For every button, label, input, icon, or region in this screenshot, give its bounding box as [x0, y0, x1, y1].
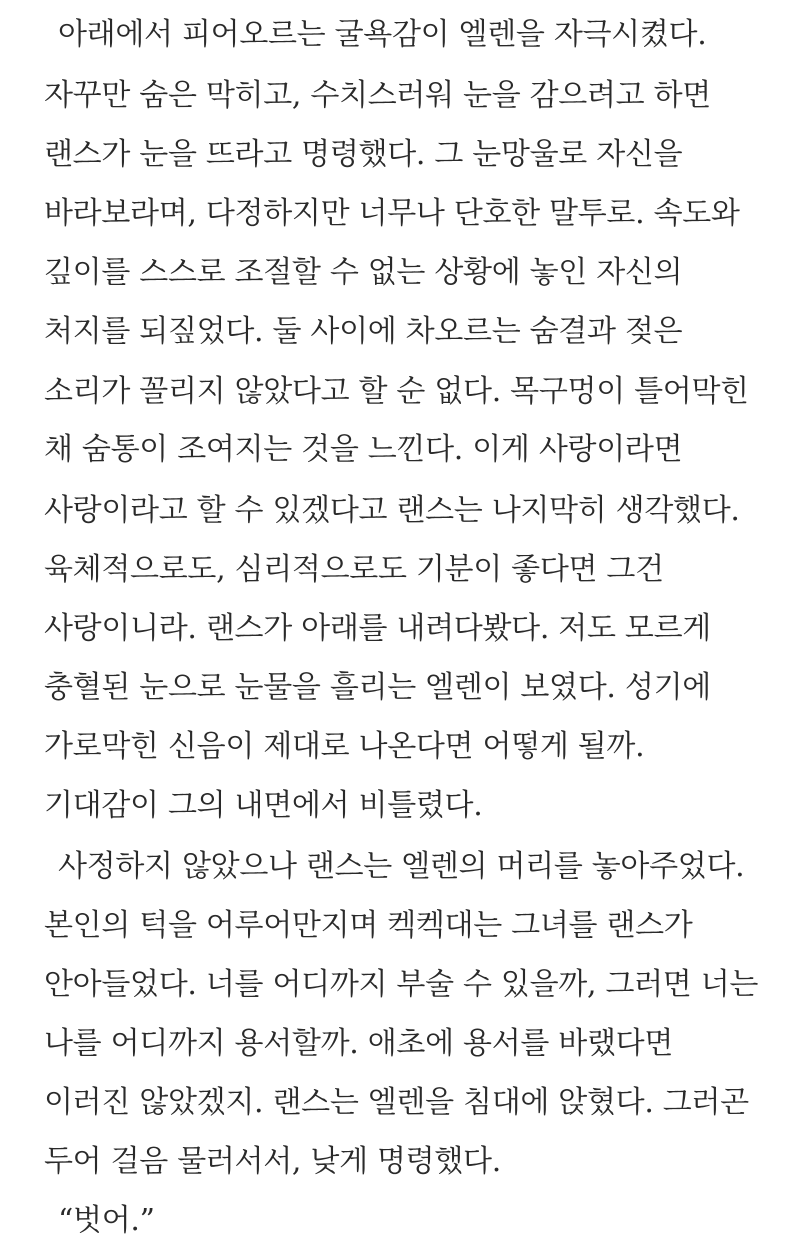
text-line: 충혈된 눈으로 눈물을 흘리는 엘렌이 보였다. 성기에 — [44, 670, 711, 705]
text-line: 이러진 않았겠지. 랜스는 엘렌을 침대에 앉혔다. 그러곤 — [44, 1085, 749, 1120]
text-line: 소리가 꼴리지 않았다고 할 순 없다. 목구멍이 틀어막힌 — [44, 374, 749, 409]
text-line: 랜스가 눈을 뜨라고 명령했다. 그 눈망울로 자신을 — [44, 137, 683, 172]
text-line: 두어 걸음 물러서서, 낮게 명령했다. — [44, 1144, 501, 1179]
text-line: 채 숨통이 조여지는 것을 느낀다. 이게 사랑이라면 — [44, 432, 683, 467]
text-line: 처지를 되짚었다. 둘 사이에 차오르는 숨결과 젖은 — [44, 314, 683, 349]
text-line: 나를 어디까지 용서할까. 애초에 용서를 바랬다면 — [44, 1026, 674, 1061]
text-line: 본인의 턱을 어루어만지며 켁켁대는 그녀를 랜스가 — [44, 908, 693, 943]
text-line: 육체적으로도, 심리적으로도 기분이 좋다면 그건 — [44, 552, 664, 587]
text-line: 바라보라며, 다정하지만 너무나 단호한 말투로. 속도와 — [44, 196, 740, 231]
text-line: 아래에서 피어오르는 굴욕감이 엘렌을 자극시켰다. — [58, 17, 707, 52]
text-line: 깊이를 스스로 조절할 수 없는 상황에 놓인 자신의 — [44, 255, 683, 290]
text-line: 안아들었다. 너를 어디까지 부술 수 있을까, 그러면 너는 — [44, 967, 759, 1002]
text-line: 자꾸만 숨은 막히고, 수치스러워 눈을 감으려고 하면 — [44, 78, 711, 113]
text-line: 사랑이니라. 랜스가 아래를 내려다봤다. 저도 모르게 — [44, 611, 711, 646]
text-line: “벗어.” — [58, 1203, 155, 1238]
text-line: 기대감이 그의 내면에서 비틀렸다. — [44, 788, 483, 823]
text-line: 가로막힌 신음이 제대로 나온다면 어떻게 될까. — [44, 729, 645, 764]
text-line: 사랑이라고 할 수 있겠다고 랜스는 나지막히 생각했다. — [44, 493, 740, 528]
text-line: 사정하지 않았으나 랜스는 엘렌의 머리를 놓아주었다. — [58, 849, 745, 884]
